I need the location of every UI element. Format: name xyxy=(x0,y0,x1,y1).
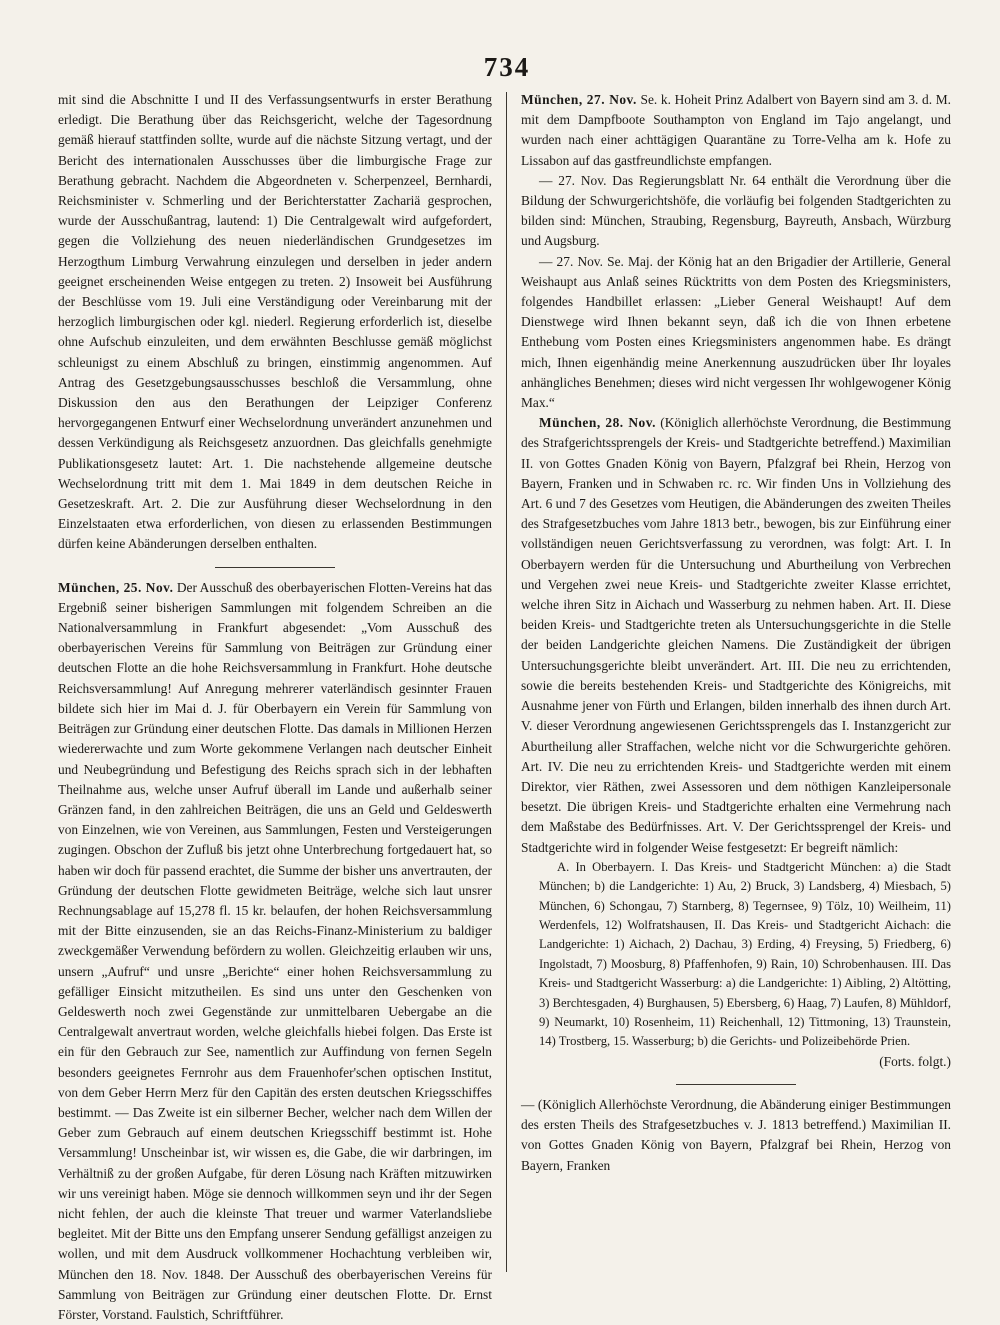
column-divider xyxy=(506,92,507,1272)
page-number: 734 xyxy=(483,52,531,82)
article-body: Se. k. Hoheit Prinz Adalbert von Bayern sind am 3. d. M. mit dem Dampfboote Southampton von England im Tajo angelangt, und wurden nach einer achttägigen Quarantäne zu Torre-Velha am k. Hofe zu Lissabon auf das gastfreundlichste empfangen. xyxy=(521,92,951,168)
dateline: München, 28. Nov. xyxy=(539,415,657,431)
right-column xyxy=(521,90,951,1176)
article-reichsversammlung: mit sind die Abschnitte I und II des Verfassungsentwurfs in erster Berathung erledigt. Die Berathung über das Reichsgericht, welche der Tagesordnung gemäß hierauf stattfinden sollte, wurde auf die nächste Sitzung vertagt, und der Bericht des internationalen Ausschusses über die limburgische Frage zur Berathung gebracht. Nachdem die Abgeordneten v. Scherpenzeel, Bernhardi, Reichsminister v. Schmerling und der Berichterstatter Zachariä gesprochen, wurde der Ausschußantrag, lautend: 1) Die Centralgewalt wird aufgefordert, gegen die Vollziehung des neuen niederländischen Grundgesetzes im Herzogthum Limburg Verwahrung einzulegen und derselben in jeder andern geeignet erscheinenden Weise entgegen zu treten. 2) Insoweit bei Ausführung der Beschlüsse vom 19. Juli eine Verständigung oder Vereinbarung mit der herzoglich limburgischen oder kgl. niederl. Regierung erforderlich ist, dieselbe ohne Aufschub einzuleiten, und dem erwähnten Beschlusse gemäß möglichst schleunigst zu einem Abschluß zu bringen, einstimmig angenommen. Auf Antrag des Gesetzgebungsausschusses beschloß die Versammlung, ohne Diskussion den aus den Berathungen der Leipziger Conferenz hervorgegangenen Entwurf einer Wechselordnung unverändert anzunehmen und dessen Verkündigung als Reichsgesetz anzuordnen. Das gleichfalls genehmigte Publikationsgesetz lautet: Art. 1. Die nachstehende allgemeine deutsche Wechselordnung tritt mit dem 1. Mai 1849 in dem deutschen Reiche in Gesetzeskraft. Art. 2. Die zur Ausführung dieser Wechselordnung in den Einzelstaaten etwa erforderlichen, von diesen zu erlassenden Bestimmungen dürfen keine Abänderungen derselben enthalten. xyxy=(58,92,492,552)
article-verordnung xyxy=(521,413,951,857)
dateline: München, 27. Nov. xyxy=(521,92,637,107)
court-district-list: A. In Oberbayern. I. Das Kreis- und Stadtgericht München: a) die Stadt München; b) die Landgerichte: 1) Au, 2) Bruck, 3) Landsberg, 4) Miesbach, 5) München, 6) Schongau, 7) Starnberg, 8) Tegernsee, 9) Tölz, 10) Weilheim, 11) Werdenfels, 12) Wolfratshausen, II. Das Kreis- und Stadtgericht Aichach: die Landgerichte: 1) Aichach, 2) Dachau, 3) Erding, 4) Freysing, 5) Friedberg, 6) Ingolstadt, 7) Moosburg, 8) Pfaffenhofen, 9) Rain, 10) Schrobenhausen. III. Das Kreis- und Stadtgericht Wasserburg: a) die Landgerichte: 1) Aibling, 2) Altötting, 3) Berchtesgaden, 4) Burghausen, 5) Ebersberg, 6) Haag, 7) Laufen, 8) Mühldorf, 9) Neumarkt, 10) Rosenheim, 11) Reichenhall, 12) Tittmoning, 13) Traunstein, 14) Trostberg, 15. Wasserburg; b) die Gerichts- und Polizeibehörde Prien. xyxy=(539,859,951,1049)
left-column xyxy=(58,90,492,1325)
article-prinz-adalbert xyxy=(521,90,951,171)
dateline: München, 25. Nov. xyxy=(58,579,174,595)
section-divider xyxy=(215,567,335,568)
article-regierungsblatt: — 27. Nov. Das Regierungsblatt Nr. 64 enthält die Verordnung über die Bildung der Schwurgerichtshöfe, die vorläufig bei folgenden Stadtgerichten zu bilden sind: München, Straubing, Regensburg, Bayreuth, Ansbach, Würzburg und Augsburg. xyxy=(521,172,951,249)
article-body: Der Ausschuß des oberbayerischen Flotten-Vereins hat das Ergebniß seiner bisherigen Sammlungen mit folgendem Schreiben an die Nationalversammlung in Frankfurt abgesendet: „Vom Ausschuß des oberbayerischen Vereins für Sammlung von Beiträgen zur Gründung einer deutschen Flotte an die hohe Reichsversammlung in Frankfurt. Hohe deutsche Reichsversammlung! Auf Anregung mehrerer vaterländisch gesinnter Frauen bildete sich hier im Mai d. J. für Oberbayern ein Verein für Sammlung von Beiträgen zur Gründung einer deutschen Flotte. Das damals in Millionen Herzen wiedererwachte und zum Worte gekommene Verlangen nach deutscher Einheit und Neubegründung und Befestigung des Reichs sprach sich in der lebhaften Theilnahme aus, welche unser Aufruf überall im Lande und außerhalb seiner Gränzen fand, in den zahlreichen Beiträgen, die uns an Geld und Geldeswerth von Einzelnen, wie von Vereinen, aus Sammlungen, Festen und Versteigerungen zugingen. Obschon der Zufluß bis jetzt ohne Unterbrechung fortgedauert hat, so haben wir doch für passend erachtet, die Summe der bisher uns anvertrauten, der Gründung der deutschen Flotte gewidmeten Beiträge, welche sich laut unsrer Rechnungsablage auf 15,278 fl. 15 kr. belaufen, der hohen Reichsversammlung mit der Bitte einzusenden, sie an das Reichs-Finanz-Ministerium zu baldiger zweckgemäßer Verwendung befördern zu wollen. Gleichzeitig erlauben wir uns, unsern „Aufruf“ und unsre „Berichte“ einer hohen Reichsversammlung zu gefälliger Einsicht mitzutheilen. Es sind uns unter den Geschenken von Geldeswerth noch zwei Gegenstände zur unmittelbaren Uebergabe an die Centralgewalt anvertraut worden, welche gleichfalls hiebei folgen. Das Erste ist ein für den Gebrauch zur See, namentlich zur Auffindung von fernen Segeln besonders geeignetes Fernrohr aus dem Frauenhofer'schen optischen Institut, von dem Geber Herrn Merz für den Capitän des ersten deutschen Kriegsschiffes bestimmt. — Das Zweite ist ein silberner Becher, welcher nach dem Willen der Geber zum Gebrauch auf einem deutschen Kriegsschiff bestimmt ist. Hohe Versammlung! Unscheinbar ist, wir wissen es, die Gabe, die wir darbringen, im Verhältniß zu der großen Aufgabe, für deren Lösung nach Kräften mitzuwirken wir uns vereinigt haben. Möge sie dennoch willkommen seyn und ihr der Segen nicht fehlen, der auch die kleinste That treuer und warmer Vaterlandsliebe begleitet. Mit der Bitte uns den Empfang unserer Sendung gefälligst anzeigen zu wollen, und mit dem Ausdruck vollkommener Hochachtung verbleiben wir, München den 18. Nov. 1848. Der Ausschuß des oberbayerischen Vereins für Sammlung von Beiträgen zur Gründung einer deutschen Flotte. Dr. Ernst Förster, Vorstand. Faulstich, Schriftführer. xyxy=(58,579,493,1322)
article-strafgesetzbuch: — (Königlich Allerhöchste Verordnung, die Abänderung einiger Bestimmungen des ersten Theils des Strafgesetzbuches v. J. 1813 betreffend.) Maximilian II. von Gottes Gnaden König von Bayern, Pfalzgraf bei Rhein, Herzog von Bayern, Franken xyxy=(521,1096,951,1173)
article-handbillet: — 27. Nov. Se. Maj. der König hat an den Brigadier der Artillerie, General Weishaupt aus Anlaß seines Rücktritts von dem Posten des Kriegsministers, folgendes Handbillet erlassen: „Lieber General Weishaupt! Auf dem Dienstwege wird Ihnen bekannt seyn, daß ich die von Ihnen erbetene Enthebung vom Posten eines Kriegsministers angenommen habe. Es drängt mich, Ihnen eigenhändig meine Anerkennung auszudrücken über Ihr loyales anhängliches Benehmen; dieses wird nicht vergessen Ihr wohlgewogener König Max.“ xyxy=(521,253,951,411)
section-divider xyxy=(676,1084,796,1085)
continuation-note: (Forts. folgt.) xyxy=(879,1053,951,1069)
article-flottenverein xyxy=(58,578,492,1325)
article-body: (Königlich allerhöchste Verordnung, die Bestimmung des Strafgerichtssprengels der Kreis- und Stadtgerichte betreffend.) Maximilian II. von Gottes Gnaden König von Bayern, Pfalzgraf bei Rhein, Herzog von Bayern, Franken und in Schwaben rc. rc. Wir finden Uns in Vollziehung des Art. 6 und 7 des Gesetzes vom Heutigen, die Abänderungen des zweiten Theiles des Strafgesetzbuches vom Jahre 1813 betr., bewogen, bis zur Einführung einer vollständigen neuen Gerichtsverfassung zu verordnen, was folgt: Art. I. In Oberbayern werden für die Untersuchung und Aburtheilung von Verbrechen und Vergehen zwei neue Kreis- und Stadtgerichte zweiter Klasse errichtet, welche ihren Sitz in Aichach und Wasserburg zu nehmen haben. Art. II. Diese beiden Kreis- und Stadtgerichte treten als Untersuchungsgerichte in die Stelle der beiden Landgerichte gleichen Namens. Die Zuständigkeit der übrigen Untersuchungsgerichte bleibt unverändert. Art. III. Die neu zu errichtenden, sowie die bereits bestehenden Kreis- und Stadtgerichte des Königreichs, mit Ausnahme jener von Fürth und Erlangen, bilden innerhalb des ihnen durch Art. V. dieser Verordnung angewiesenen Gerichtssprengels das I. Instanzgericht zur Aburtheilung aller Straffachen, welche nicht vor die Schwurgerichte gehören. Art. IV. Die neu zu errichtenden Kreis- und Stadtgerichte werden mit einem Direktor, vier Räthen, zwei Assessoren und dem nöthigen Kanzleipersonale besetzt. Die übrigen Kreis- und Stadtgerichte erhalten eine Vermehrung nach dem Maßstabe des Bedürfnisses. Art. V. Der Gerichtssprengel der Kreis- und Stadtgerichte wird in folgender Weise festgesetzt: Er begreift nämlich: xyxy=(521,415,952,855)
